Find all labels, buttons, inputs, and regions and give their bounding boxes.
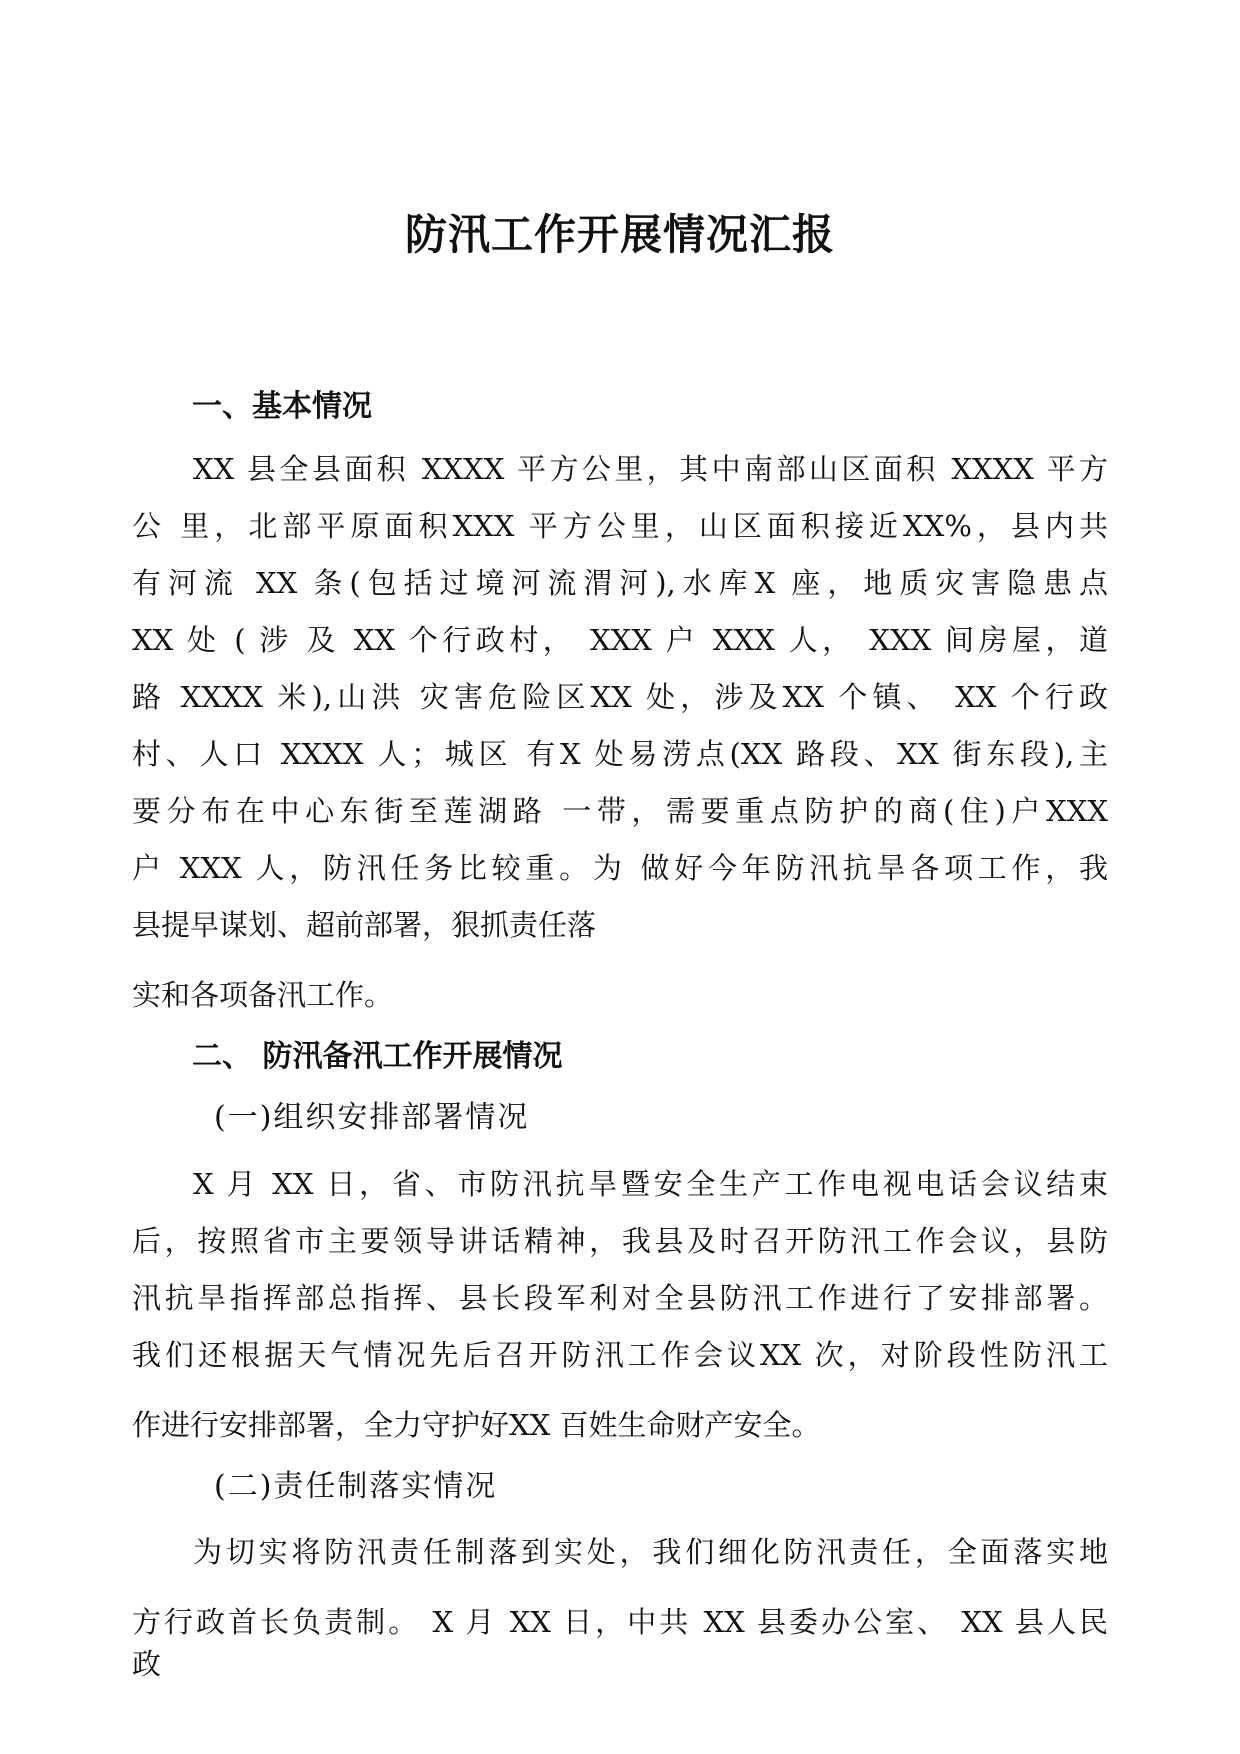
paragraph-line: XX 处 ( 涉 及 XX 个行政村， XXX 户 XXX 人， XXX 间房屋，道 bbox=[132, 623, 1108, 657]
paragraph-line: 政 bbox=[132, 1647, 162, 1681]
subsection-heading-responsibility: (二)责任制落实情况 bbox=[214, 1469, 498, 1504]
paragraph-line: 路 XXXX 米),山洪 灾害危险区XX 处，涉及XX 个镇、 XX 个行政 bbox=[132, 680, 1108, 714]
subsection-heading-organization: (一)组织安排部署情况 bbox=[214, 1100, 530, 1135]
document-title: 防汛工作开展情况汇报 bbox=[404, 210, 835, 259]
paragraph-line: 村、人口 XXXX 人；城区 有X 处易涝点(XX 路段、XX 街东段),主 bbox=[132, 737, 1108, 771]
paragraph-line: 方行政首长负责制。 X 月 XX 日，中共 XX 县委办公室、 XX 县人民 bbox=[132, 1605, 1108, 1639]
paragraph-line: XX 县全县面积 XXXX 平方公里，其中南部山区面积 XXXX 平方 bbox=[193, 452, 1108, 486]
paragraph-line: X 月 XX 日，省、市防汛抗旱暨安全生产工作电视电话会议结束 bbox=[193, 1167, 1108, 1201]
paragraph-line: 户 XXX 人，防汛任务比较重。为 做好今年防汛抗旱各项工作，我 bbox=[132, 851, 1108, 885]
paragraph-line: 汛抗旱指挥部总指挥、县长段军利对全县防汛工作进行了安排部署。 bbox=[132, 1281, 1108, 1315]
section-heading-basic-info: 一、基本情况 bbox=[192, 389, 372, 424]
section-heading-flood-work: 二、 防汛备汛工作开展情况 bbox=[192, 1039, 563, 1074]
paragraph-line: 我们还根据天气情况先后召开防汛工作会议XX 次，对阶段性防汛工 bbox=[132, 1338, 1108, 1372]
paragraph-line: 有河流 XX 条(包括过境河流渭河),水库X 座，地质灾害隐患点 bbox=[132, 566, 1108, 600]
paragraph-line: 实和各项备汛工作。 bbox=[132, 978, 394, 1012]
paragraph-line: 作进行安排部署，全力守护好XX 百姓生命财产安全。 bbox=[132, 1408, 821, 1442]
paragraph-line: 为切实将防汛责任制落到实处，我们细化防汛责任，全面落实地 bbox=[193, 1535, 1108, 1569]
paragraph-line: 县提早谋划、超前部署，狠抓责任落 bbox=[132, 908, 597, 942]
paragraph-line: 后，按照省市主要领导讲话精神，我县及时召开防汛工作会议，县防 bbox=[132, 1224, 1108, 1258]
paragraph-line: 要分布在中心东街至莲湖路 一带，需要重点防护的商(住)户XXX bbox=[132, 794, 1108, 828]
paragraph-line: 公 里，北部平原面积XXX 平方公里，山区面积接近XX%，县内共 bbox=[132, 509, 1108, 543]
